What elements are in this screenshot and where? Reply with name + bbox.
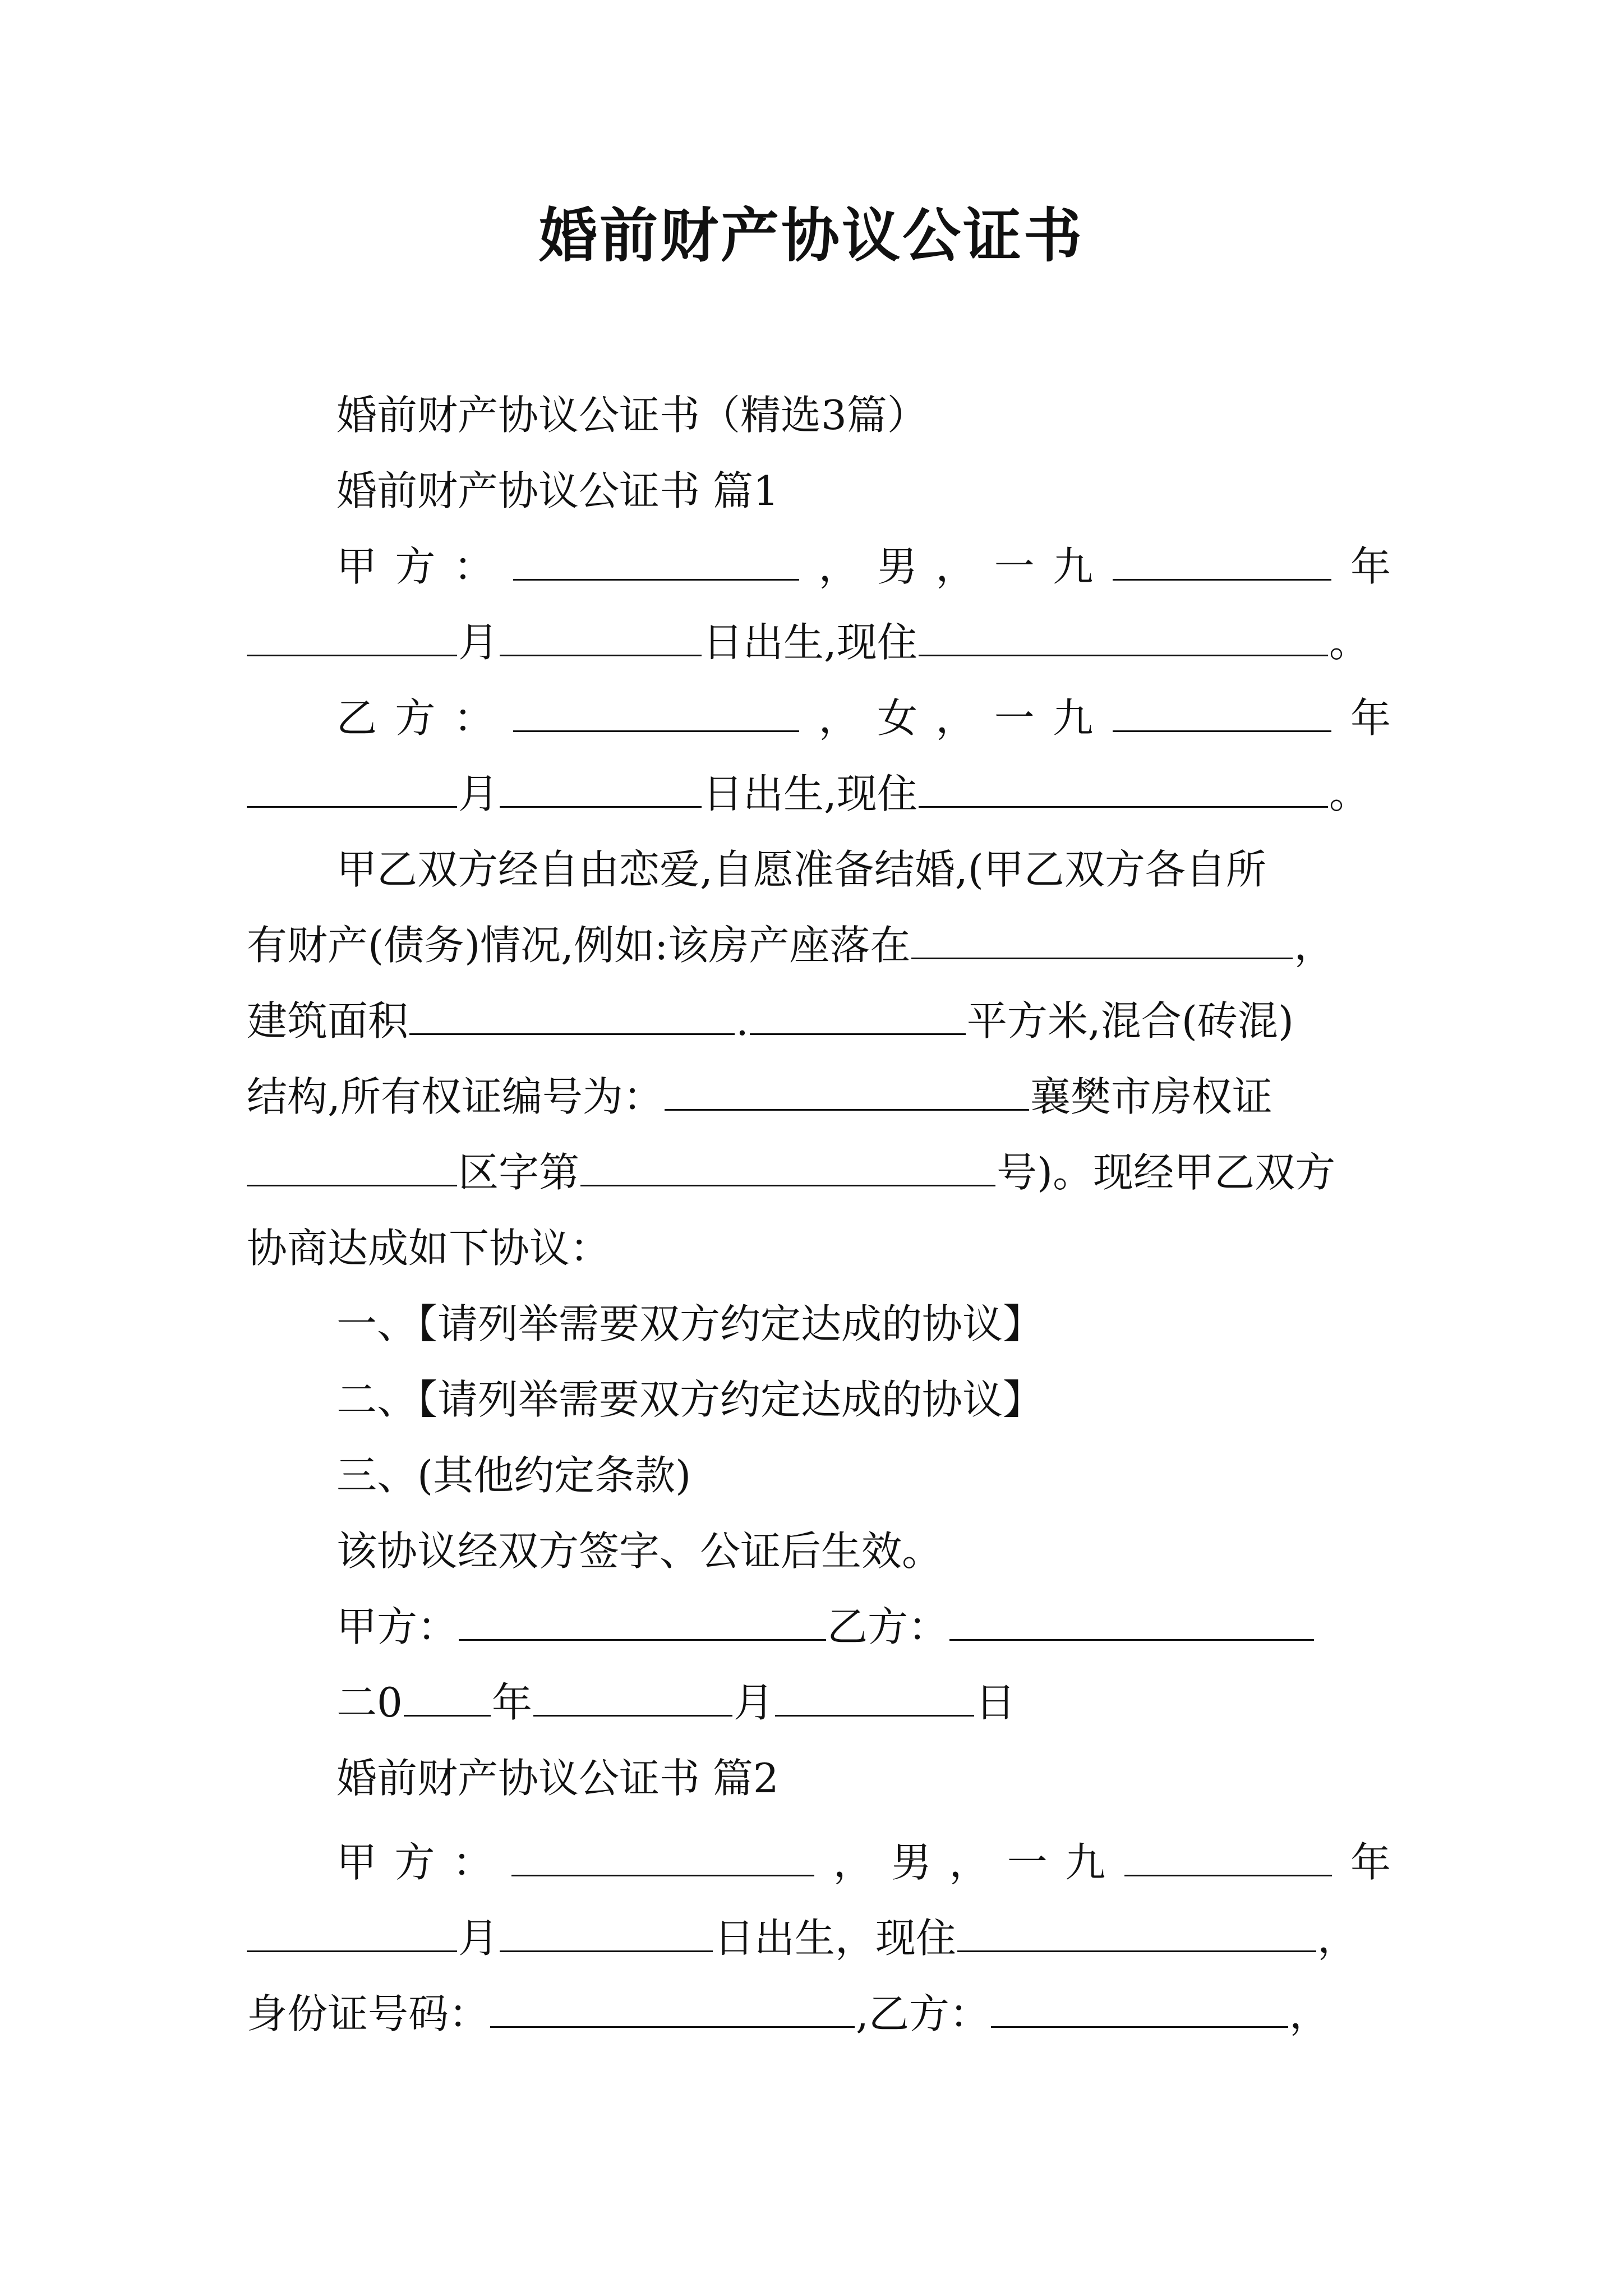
chapter-1-heading: 婚前财产协议公证书 篇1 bbox=[336, 467, 779, 514]
party-b-birth-day-blank[interactable] bbox=[500, 766, 702, 808]
chapter-2-heading: 婚前财产协议公证书 篇2 bbox=[336, 1755, 779, 1802]
party-b-name-blank[interactable] bbox=[991, 1986, 1288, 2028]
party-a-birth-month-blank[interactable] bbox=[247, 614, 457, 656]
agreement-item-2: 二、【请列举需要双方约定达成的协议】 bbox=[336, 1376, 1044, 1423]
chapter-2-id-line bbox=[247, 1980, 1391, 2047]
born-live-label: 日出生，现住 bbox=[714, 1915, 957, 1962]
document-subtitle: 婚前财产协议公证书（精选3篇） bbox=[336, 392, 928, 439]
register-number-blank[interactable] bbox=[580, 1144, 995, 1186]
paragraph-line bbox=[247, 1139, 1391, 1206]
sign-party-b-label: 乙方： bbox=[827, 1603, 949, 1650]
property-location-blank[interactable] bbox=[911, 917, 1293, 959]
id-number-blank[interactable] bbox=[490, 1986, 855, 2028]
paragraph-line bbox=[247, 987, 1391, 1055]
effective-clause: 该协议经双方签字、公证后生效。 bbox=[336, 1527, 943, 1575]
party-a-year-label: 年 bbox=[1332, 1839, 1391, 1886]
document-title: 婚前财产协议公证书 bbox=[538, 201, 1084, 270]
sign-party-a-label: 甲方： bbox=[336, 1603, 458, 1650]
date-year-label: 年 bbox=[491, 1679, 532, 1726]
party-a-birth-day-blank[interactable] bbox=[500, 1910, 713, 1952]
date-month-blank[interactable] bbox=[533, 1674, 732, 1717]
party-a-birth-month-blank[interactable] bbox=[247, 1910, 457, 1952]
agreement-item-1: 一、【请列举需要双方约定达成的协议】 bbox=[336, 1300, 1044, 1347]
comma: ， bbox=[1294, 922, 1335, 969]
comma: ， bbox=[1289, 1990, 1330, 2037]
district-number-label: 区字第 bbox=[458, 1149, 580, 1196]
party-a-birth-year-blank[interactable] bbox=[1124, 1834, 1332, 1876]
party-b-name-blank[interactable] bbox=[513, 690, 799, 732]
party-a-address-blank[interactable] bbox=[919, 614, 1328, 656]
date-year-blank[interactable] bbox=[404, 1674, 491, 1717]
sign-party-a-blank[interactable] bbox=[459, 1599, 826, 1641]
born-live-label: 日出生,现住 bbox=[703, 770, 917, 817]
agreement-item-3: 三、(其他约定条款) bbox=[336, 1452, 691, 1499]
party-a-name-blank[interactable] bbox=[513, 539, 799, 581]
party-a-gender-text: ，男，一九 bbox=[800, 543, 1112, 590]
party-a-name-blank[interactable] bbox=[511, 1834, 814, 1876]
comma: ， bbox=[1317, 1915, 1358, 1962]
party-b-year-label: 年 bbox=[1332, 694, 1391, 742]
month-label: 月 bbox=[458, 770, 499, 817]
party-a-address-blank[interactable] bbox=[957, 1910, 1316, 1952]
party-a-birth-line bbox=[247, 609, 1391, 676]
chapter-2-birth-line bbox=[247, 1904, 1391, 1972]
party-b-line bbox=[336, 684, 1391, 752]
number-close-label: 号)。现经甲乙双方 bbox=[997, 1149, 1336, 1196]
date-prefix: 二0 bbox=[336, 1679, 403, 1726]
paragraph-line bbox=[247, 1063, 1391, 1130]
chapter-2-party-a-line bbox=[336, 1829, 1391, 1896]
party-b-address-blank[interactable] bbox=[919, 766, 1328, 808]
city-certificate-label: 襄樊市房权证 bbox=[1030, 1073, 1272, 1120]
party-b-label: ,乙方： bbox=[856, 1990, 990, 2037]
paragraph-line bbox=[247, 912, 1391, 979]
district-blank[interactable] bbox=[247, 1144, 457, 1186]
building-area-label: 建筑面积 bbox=[247, 997, 409, 1045]
decimal-point: . bbox=[736, 997, 749, 1045]
born-live-label: 日出生,现住 bbox=[703, 619, 917, 666]
signature-line bbox=[336, 1593, 1391, 1660]
building-area-integer-blank[interactable] bbox=[409, 993, 735, 1035]
party-a-label: 甲方： bbox=[336, 543, 513, 590]
certificate-number-label: 结构,所有权证编号为： bbox=[247, 1073, 663, 1120]
party-a-gender-text: ，男，一九 bbox=[815, 1839, 1123, 1886]
party-b-gender-text: ，女，一九 bbox=[800, 694, 1112, 742]
area-unit-structure-label: 平方米,混合(砖混) bbox=[966, 997, 1294, 1045]
party-a-year-label: 年 bbox=[1332, 543, 1391, 590]
party-a-label: 甲方： bbox=[336, 1839, 511, 1886]
date-day-blank[interactable] bbox=[775, 1674, 974, 1717]
party-b-birth-line bbox=[247, 760, 1391, 827]
date-day-label: 日 bbox=[975, 1679, 1016, 1726]
party-a-birth-year-blank[interactable] bbox=[1113, 539, 1331, 581]
paragraph-line: 协商达成如下协议： bbox=[247, 1225, 611, 1272]
party-b-label: 乙方： bbox=[336, 694, 513, 742]
paragraph-line: 甲乙双方经自由恋爱,自愿准备结婚,(甲乙双方各自所 bbox=[336, 846, 1266, 893]
property-location-label: 有财产(债务)情况,例如:该房产座落在 bbox=[247, 922, 911, 969]
full-stop: 。 bbox=[1329, 770, 1370, 817]
party-a-birth-day-blank[interactable] bbox=[500, 614, 702, 656]
date-month-label: 月 bbox=[733, 1679, 774, 1726]
building-area-decimal-blank[interactable] bbox=[750, 993, 966, 1035]
party-a-line bbox=[336, 533, 1391, 600]
date-line bbox=[336, 1669, 1391, 1736]
id-number-label: 身份证号码： bbox=[247, 1990, 490, 2037]
certificate-number-blank[interactable] bbox=[665, 1069, 1029, 1111]
party-b-birth-year-blank[interactable] bbox=[1113, 690, 1331, 732]
full-stop: 。 bbox=[1329, 619, 1370, 666]
month-label: 月 bbox=[458, 1915, 499, 1962]
month-label: 月 bbox=[458, 619, 499, 666]
party-b-birth-month-blank[interactable] bbox=[247, 766, 457, 808]
sign-party-b-blank[interactable] bbox=[949, 1599, 1314, 1641]
